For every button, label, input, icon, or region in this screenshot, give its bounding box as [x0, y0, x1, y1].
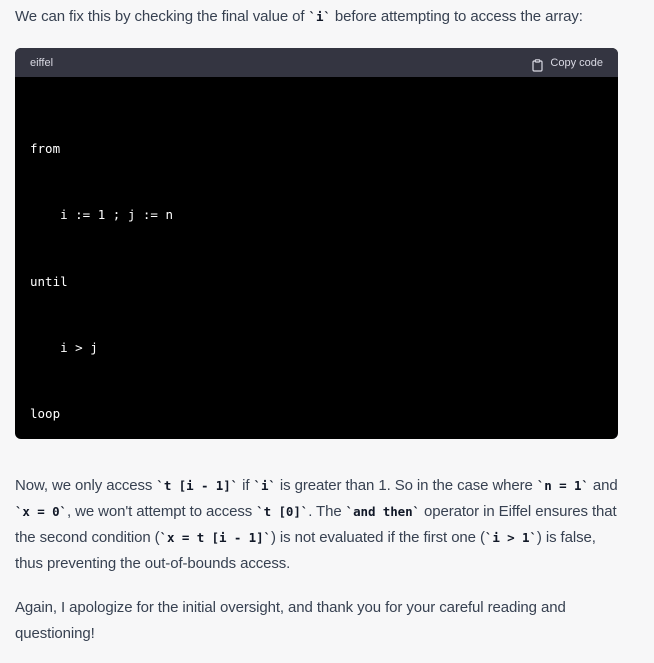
inline-code: `i > 1`: [484, 530, 537, 545]
code-content: [15, 77, 618, 439]
copy-code-label: Copy code: [550, 56, 603, 69]
code-block-header: [15, 48, 618, 77]
closing-paragraph: Again, I apologize for the initial oversight, and thank you for your careful reading and questioning!: [15, 599, 566, 642]
copy-code-button[interactable]: [531, 50, 603, 76]
inline-code: `x = 0`: [15, 504, 67, 519]
inline-code: `i`: [253, 478, 276, 493]
code-line: i > j: [30, 340, 98, 356]
intro-paragraph: [15, 4, 618, 30]
inline-code: `n = 1`: [536, 478, 589, 493]
intro-text-after: before attempting to access the array:: [330, 8, 583, 25]
explanation-text: operator in Eiffel ensures that the second condition (: [15, 503, 617, 546]
explanation-text: ) is false, thus preventing the out-of-bounds access.: [15, 529, 596, 572]
code-line: loop: [30, 406, 61, 422]
code-line: i := 1 ; j := n: [30, 207, 173, 223]
code-language-label: eiffel: [30, 56, 54, 69]
explanation-text: , we won't attempt to access: [66, 503, 257, 520]
code-line: from: [30, 141, 61, 157]
explanation-text: Now, we only access: [15, 477, 157, 494]
inline-code: `x = t [i - 1]`: [159, 530, 271, 545]
inline-code: `t [i - 1]`: [156, 478, 239, 493]
inline-code: `t [0]`: [256, 504, 309, 519]
explanation-text: and: [588, 477, 618, 494]
explanation-text: if: [238, 477, 254, 494]
inline-code-i: `i`: [308, 9, 331, 24]
inline-code: `and then`: [345, 504, 420, 519]
clipboard-icon: [531, 56, 544, 69]
code-block: [15, 48, 618, 439]
intro-text-before: We can fix this by checking the final value of: [15, 8, 309, 25]
explanation-text: . The: [308, 503, 346, 520]
explanation-text: is greater than 1. So in the case where: [275, 477, 537, 494]
code-line: until: [30, 273, 68, 289]
explanation-text: ) is not evaluated if the first one (: [270, 529, 485, 546]
explanation-paragraph: [15, 473, 618, 577]
